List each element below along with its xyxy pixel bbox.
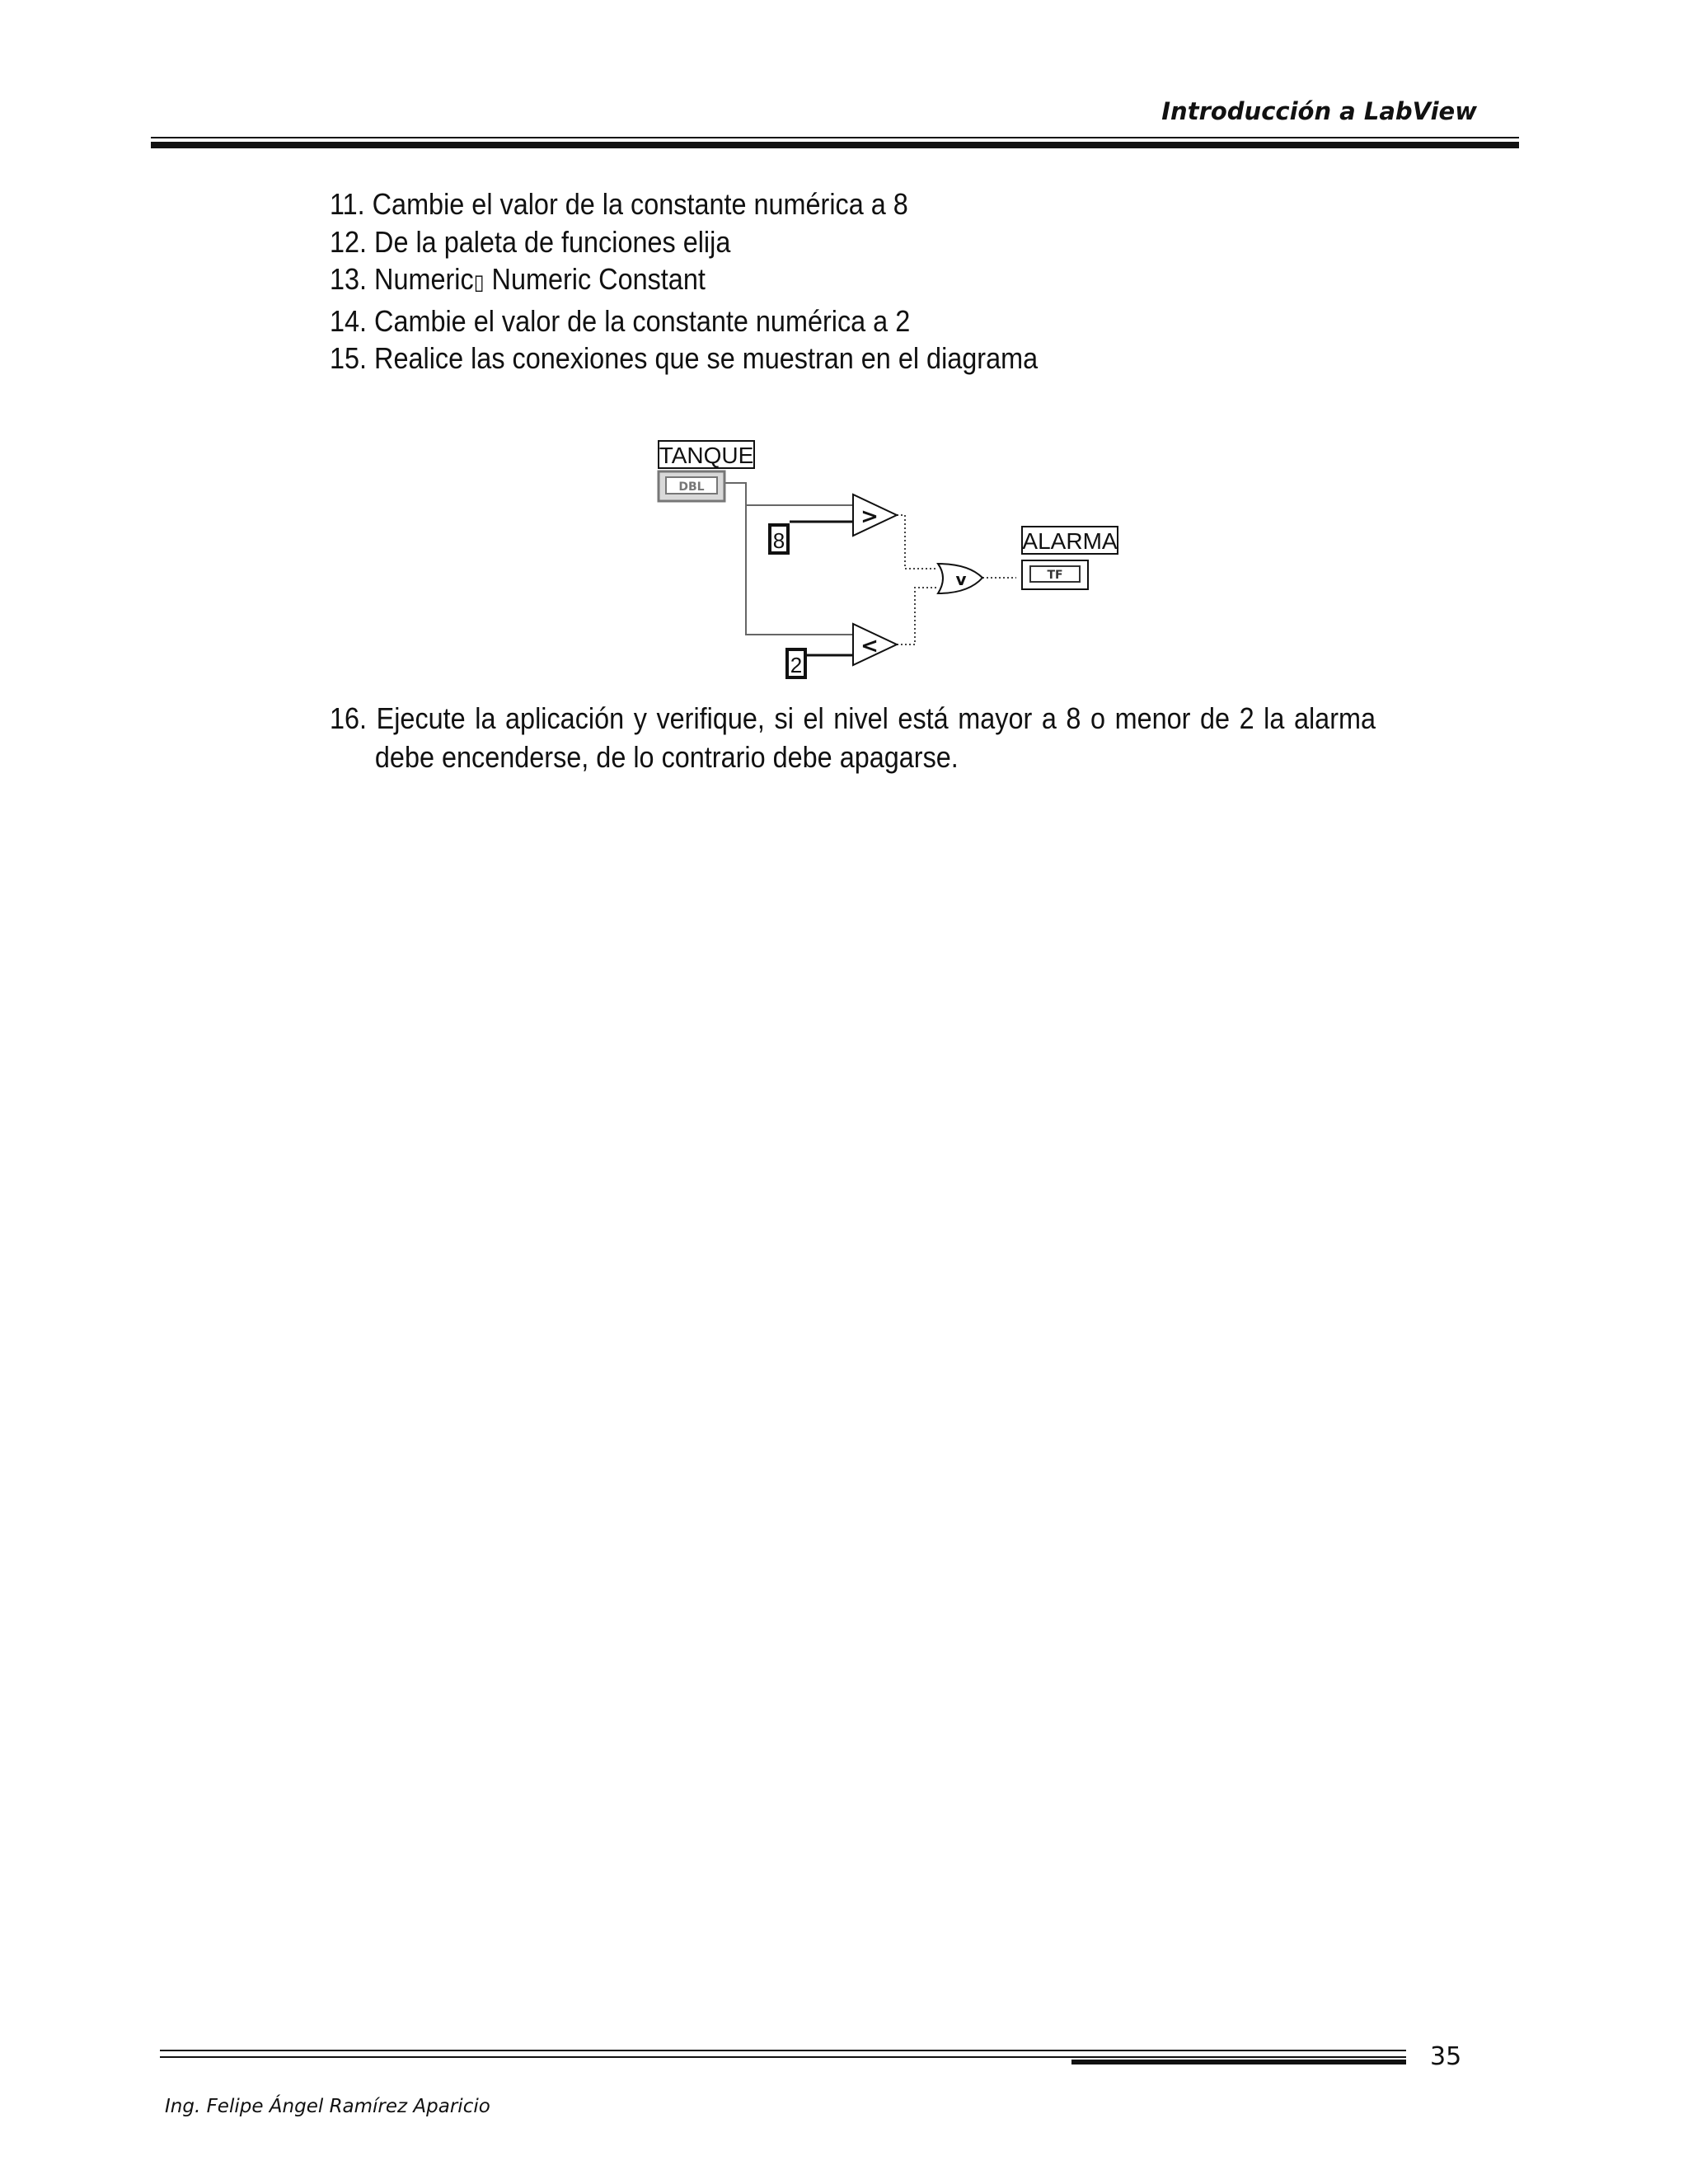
step-16-line-2: debe encenderse, de lo contrario debe apagarse.: [374, 740, 959, 774]
step-number: 13.: [330, 262, 368, 296]
step-text-before: Numeric: [374, 262, 474, 296]
footer-rule-thick: [1071, 2060, 1406, 2064]
numeric-wires: [723, 483, 853, 635]
constant-8[interactable]: [770, 522, 796, 553]
step-text: De la paleta de funciones elija: [374, 224, 731, 259]
less-than-symbol: <: [860, 634, 879, 658]
step-number: 15.: [330, 341, 368, 375]
step-text: Ejecute la aplicación y verifique, si el nivel está mayor a 8 o menor de 2 la alarma: [376, 701, 1376, 735]
footer-author: Ing. Felipe Ángel Ramírez Aparicio: [165, 2096, 490, 2117]
or-node[interactable]: [938, 564, 982, 593]
step-number: 14.: [330, 303, 368, 338]
less-than-node[interactable]: [853, 624, 897, 665]
constant-8-value: 8: [772, 528, 785, 553]
step-number: 12.: [330, 224, 368, 259]
dbl-type-label: DBL: [678, 480, 705, 494]
tanque-control[interactable]: [659, 441, 754, 501]
step-text: Cambie el valor de la constante numérica a 2: [374, 303, 911, 338]
step-text: Cambie el valor de la constante numérica a 8: [372, 187, 908, 221]
or-symbol: v: [955, 569, 967, 589]
tf-type-label: TF: [1047, 569, 1063, 582]
page-number: 35: [1430, 2042, 1462, 2071]
arrow-icon: ▯: [473, 270, 485, 295]
alarma-indicator[interactable]: [1022, 527, 1118, 589]
footer-rule-thin: [160, 2050, 1406, 2051]
greater-than-symbol: >: [860, 504, 879, 529]
step-text: Realice las conexiones que se muestran en el diagrama: [374, 341, 1039, 375]
footer-rule-upper: [160, 2056, 1406, 2058]
step-number: 16.: [330, 701, 368, 735]
constant-2-value: 2: [790, 653, 803, 677]
step-text-after: Numeric Constant: [484, 262, 706, 296]
step-16-line-1: [330, 699, 1376, 738]
tanque-label: TANQUE: [659, 443, 754, 468]
header-title: Introducción a LabView: [1161, 97, 1477, 125]
constant-2[interactable]: [787, 649, 805, 677]
step-number: 11.: [330, 187, 365, 221]
step-16: [330, 699, 1409, 776]
greater-than-node[interactable]: [853, 494, 897, 536]
alarma-label: ALARMA: [1022, 528, 1118, 554]
